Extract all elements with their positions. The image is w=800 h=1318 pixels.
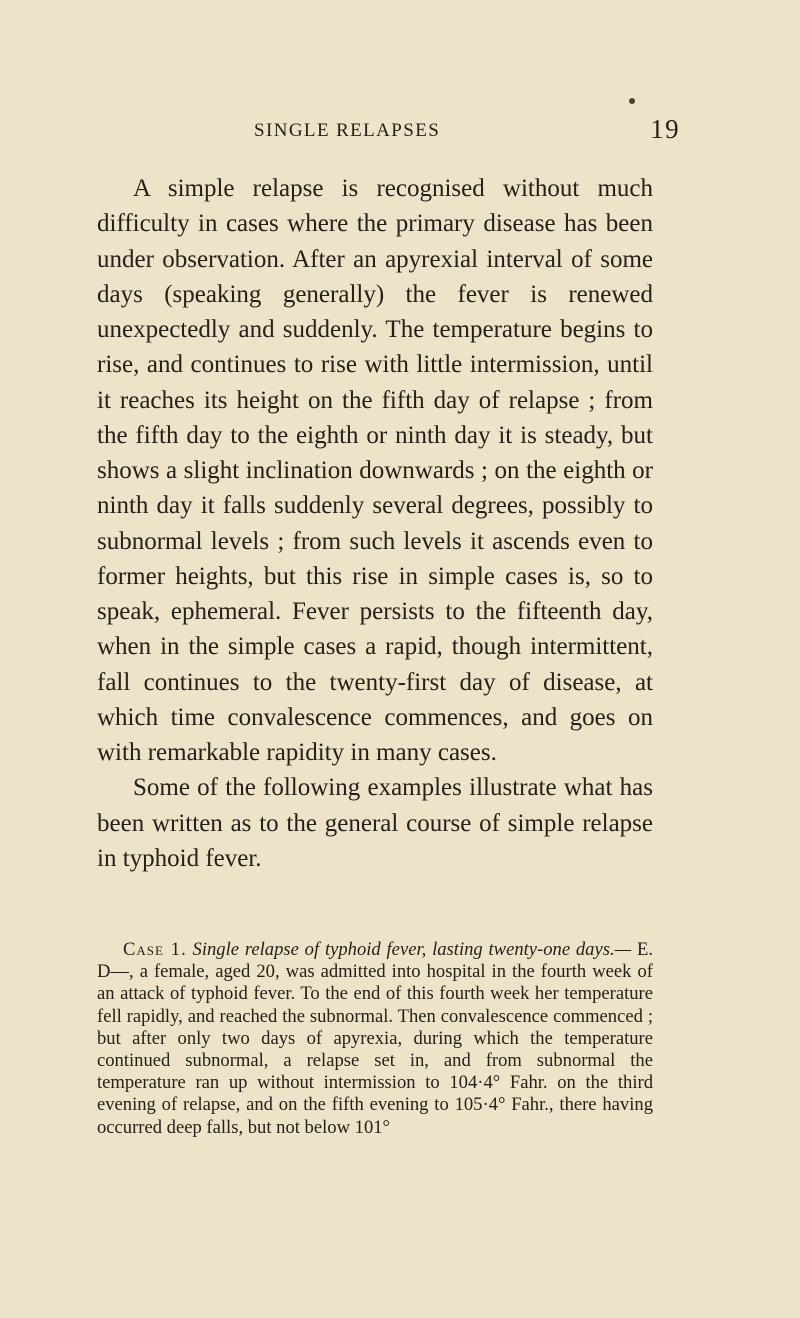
paragraph-examples-intro: Some of the following examples illustrate what has been written as to the general course of simple relapse in typhoid fever. <box>97 774 653 872</box>
case-label: Case 1. <box>123 939 187 960</box>
case-report <box>97 939 653 1139</box>
running-head <box>254 114 684 148</box>
case-text: E. D—, a female, aged 20, was admitted into hospital in the fourth week of an attack of typhoid fever. To the end of this fourth week her temperature fell rapidly, and reached the subnormal. Then convalescence commenced ; but after only two days of apyrexia, during which the temperature continued subnormal, a relapse set in, and from subnormal the temperature ran up without intermission to 104·4° Fahr. on the third evening of relapse, and on the fifth evening to 105·4° Fahr., there having occurred deep falls, but not below 101° <box>97 939 653 1138</box>
paragraph-relapse-description: A simple relapse is recognised without much difficulty in cases where the primary disease has been under observation. After an apyrexial interval of some days (speaking generally) the fever is renewed unexpectedly and suddenly. The temperature begins to rise, and continues to rise with little intermission, until it reaches its height on the fifth day of relapse ; from the fifth day to the eighth or ninth day it is steady, but shows a slight inclination downwards ; on the eighth or ninth day it falls suddenly several degrees, possibly to subnormal levels ; from such levels it ascends even to former heights, but this rise in simple cases is, so to speak, ephemeral. Fever persists to the fifteenth day, when in the simple cases a rapid, though intermittent, fall continues to the twenty-first day of disease, at which time convalescence commences, and goes on with remarkable rapidity in many cases. <box>97 175 653 766</box>
print-speck <box>629 98 635 104</box>
page-number: 19 <box>650 114 680 144</box>
case-title: Single relapse of typhoid fever, lasting twenty-one days.— <box>192 939 632 960</box>
case-paragraph <box>97 939 653 1139</box>
main-text <box>97 171 653 876</box>
running-title: SINGLE RELAPSES <box>254 120 441 141</box>
